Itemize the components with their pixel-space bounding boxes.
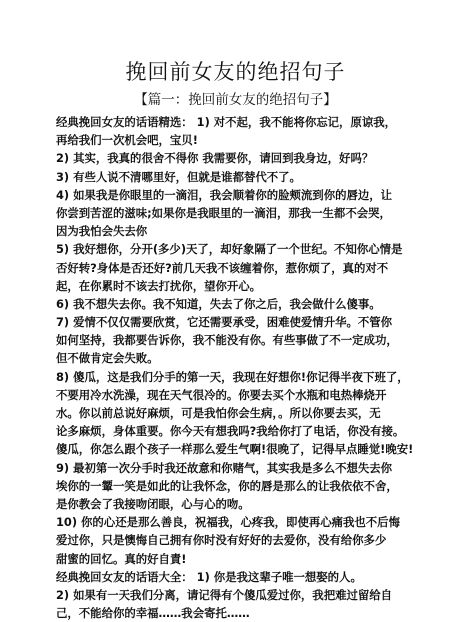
text-line: 不要用冷水洗澡，现在天气很冷的。你要去买个水瓶和电热棒烧开 xyxy=(56,387,387,402)
text-line: 6) 我不想失去你。我不知道，失去了你之后，我会做什么傻事。 xyxy=(56,296,381,311)
text-line: 水。你以前总说好麻烦，可是我怕你会生病，。所以你要去买，无 xyxy=(56,406,381,420)
text-line: 但不做肯定会失败。 xyxy=(56,351,159,366)
text-line: 因为我怕会失去你 xyxy=(56,224,148,239)
text-line: 是你教会了我接吻闭眼，心与心的吻。 xyxy=(56,496,250,511)
document-body xyxy=(56,113,428,622)
text-line: 9) 最初第一次分手时我还故意和你赌气，其实我是多么不想失去你 xyxy=(56,460,393,475)
text-line: 论多麻烦，身体重要。你今天有想我吗?我给你打了电话，你没有接。 xyxy=(56,424,405,439)
text-line: 再给我们一次机会吧，宝贝! xyxy=(56,133,198,148)
text-line: 经典挽回女友的话语大全： 1) 你是我这辈子唯一想娶的人。 xyxy=(56,569,362,584)
text-line: 7) 爱情不仅仅需要欣赏，它还需要承受，困难使爱情升华。不管你 xyxy=(56,315,393,330)
text-line: 埃你的一颦一笑是如此的让我怀念，你的唇是那么的让我依依不舍， xyxy=(56,478,398,493)
text-line: 8) 傻瓜，这是我们分手的第一天，我现在好想你!你记得半夜下班了， xyxy=(56,369,409,384)
text-line: 4) 如果我是你眼里的一滴泪，我会顺着你的脸颊流到你的唇边，让 xyxy=(56,187,393,202)
text-line: 己，不能给你的幸福……我会寄托…… xyxy=(56,606,250,621)
text-line: 你尝到苦涩的滋味;如果你是我眼里的一滴泪，那我一生都不会哭， xyxy=(56,205,391,220)
text-line: 傻瓜，你怎么跟个孩子一样那么爱生气啊!很晚了，记得早点睡觉!晚安! xyxy=(56,442,414,457)
text-line: 甜蜜的回忆。真的好自責! xyxy=(56,551,187,566)
text-line: 如何坚持，我都要告诉你，我不能没有你。有些事做了不一定成功， xyxy=(56,333,398,348)
text-line: 爱过你，只是懊悔自己拥有你时没有好好的去爱你，没有给你多少 xyxy=(56,533,387,548)
text-line: 否好转?身体是否还好?前几天我不该缠着你，惹你烦了，真的对不 xyxy=(56,260,389,275)
document-title: 挽回前女友的绝招句子 xyxy=(125,60,346,84)
text-line: 2) 如果有一天我们分离，请记得有个傻瓜爱过你，我把难过留给自 xyxy=(56,587,393,602)
text-line: 5) 我好想你，分开(多少)天了，却好象隔了一个世纪。不知你心情是 xyxy=(56,242,403,257)
text-line: 起，在你累时不该去打扰你，望你开心。 xyxy=(56,278,262,293)
document-subtitle: 【篇一：挽回前女友的绝招句子】 xyxy=(134,92,337,108)
text-line: 10) 你的心还是那么善良，祝福我，心疼我，即使再心痛我也不后悔 xyxy=(56,515,400,530)
text-line: 3) 有些人说不清哪里好，但就是谁都替代不了。 xyxy=(56,169,301,184)
text-line: 2) 其实，我真的很舍不得你 我需要你，请回到我身边，好吗？ xyxy=(56,151,374,166)
text-line: 经典挽回女友的话语精选： 1) 对不起，我不能将你忘记，原谅我， xyxy=(56,115,397,129)
